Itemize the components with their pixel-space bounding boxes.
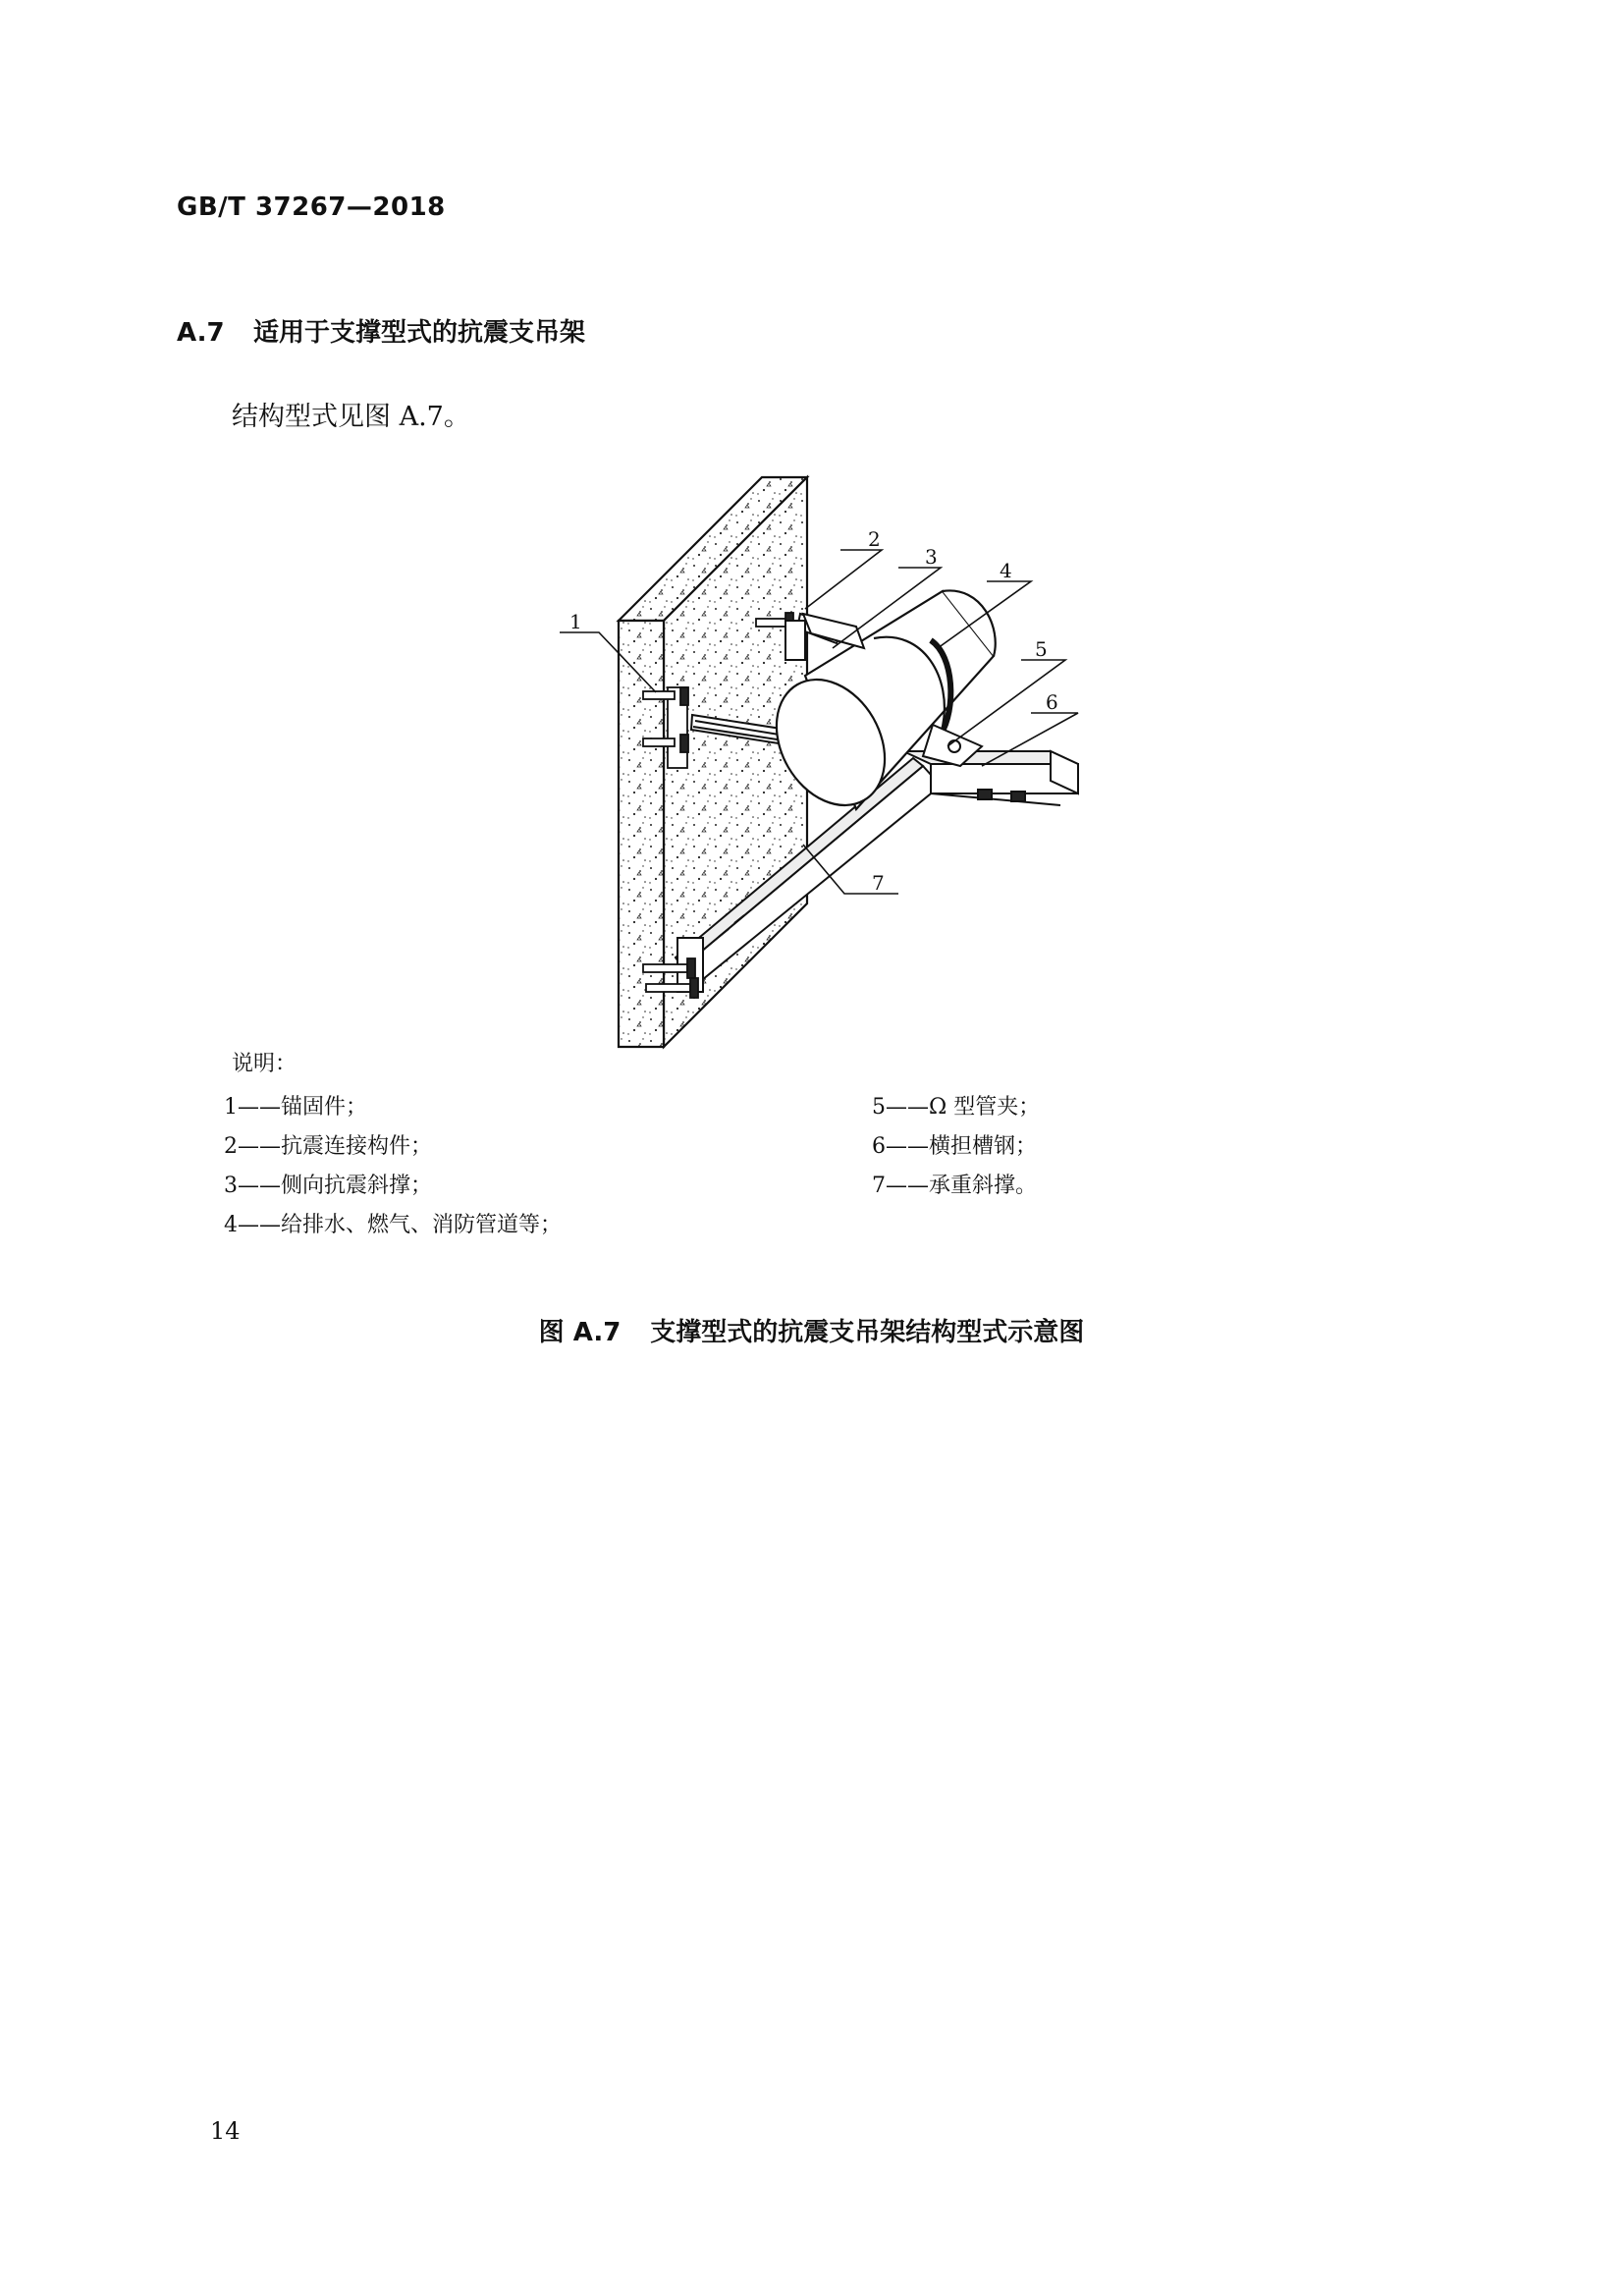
legend-item: 5——Ω 型管夹； xyxy=(872,1095,1041,1120)
callout-6: 6 xyxy=(1046,690,1058,714)
figure-number: 图 A.7 xyxy=(538,1318,622,1347)
callout-5: 5 xyxy=(1035,637,1048,661)
legend-item: 1——锚固件； xyxy=(224,1095,367,1120)
standard-number: GB/T 37267—2018 xyxy=(177,192,446,222)
body-paragraph: 结构型式见图 A.7。 xyxy=(232,402,470,432)
callout-7: 7 xyxy=(872,871,885,895)
callout-3: 3 xyxy=(925,545,938,569)
section-title: 适用于支撑型式的抗震支吊架 xyxy=(253,318,586,348)
legend-heading: 说明： xyxy=(232,1052,298,1076)
legend-item: 2——抗震连接构件； xyxy=(224,1134,432,1159)
callout-2: 2 xyxy=(868,527,881,551)
legend-left-column xyxy=(224,1088,562,1245)
legend-right-column xyxy=(872,1088,1040,1206)
seismic-bracket-diagram xyxy=(0,0,1623,1080)
section-number: A.7 xyxy=(177,318,225,348)
figure-caption xyxy=(0,1312,1623,1348)
legend-item: 4——给排水、燃气、消防管道等； xyxy=(224,1213,562,1237)
legend-item: 7——承重斜撑。 xyxy=(872,1174,1037,1198)
page-number: 14 xyxy=(210,2117,241,2145)
legend-item: 6——横担槽钢； xyxy=(872,1134,1037,1159)
legend-item: 3——侧向抗震斜撑； xyxy=(224,1174,432,1198)
callout-1: 1 xyxy=(569,610,582,633)
callout-4: 4 xyxy=(1000,559,1012,582)
figure-title: 支撑型式的抗震支吊架结构型式示意图 xyxy=(650,1318,1085,1347)
